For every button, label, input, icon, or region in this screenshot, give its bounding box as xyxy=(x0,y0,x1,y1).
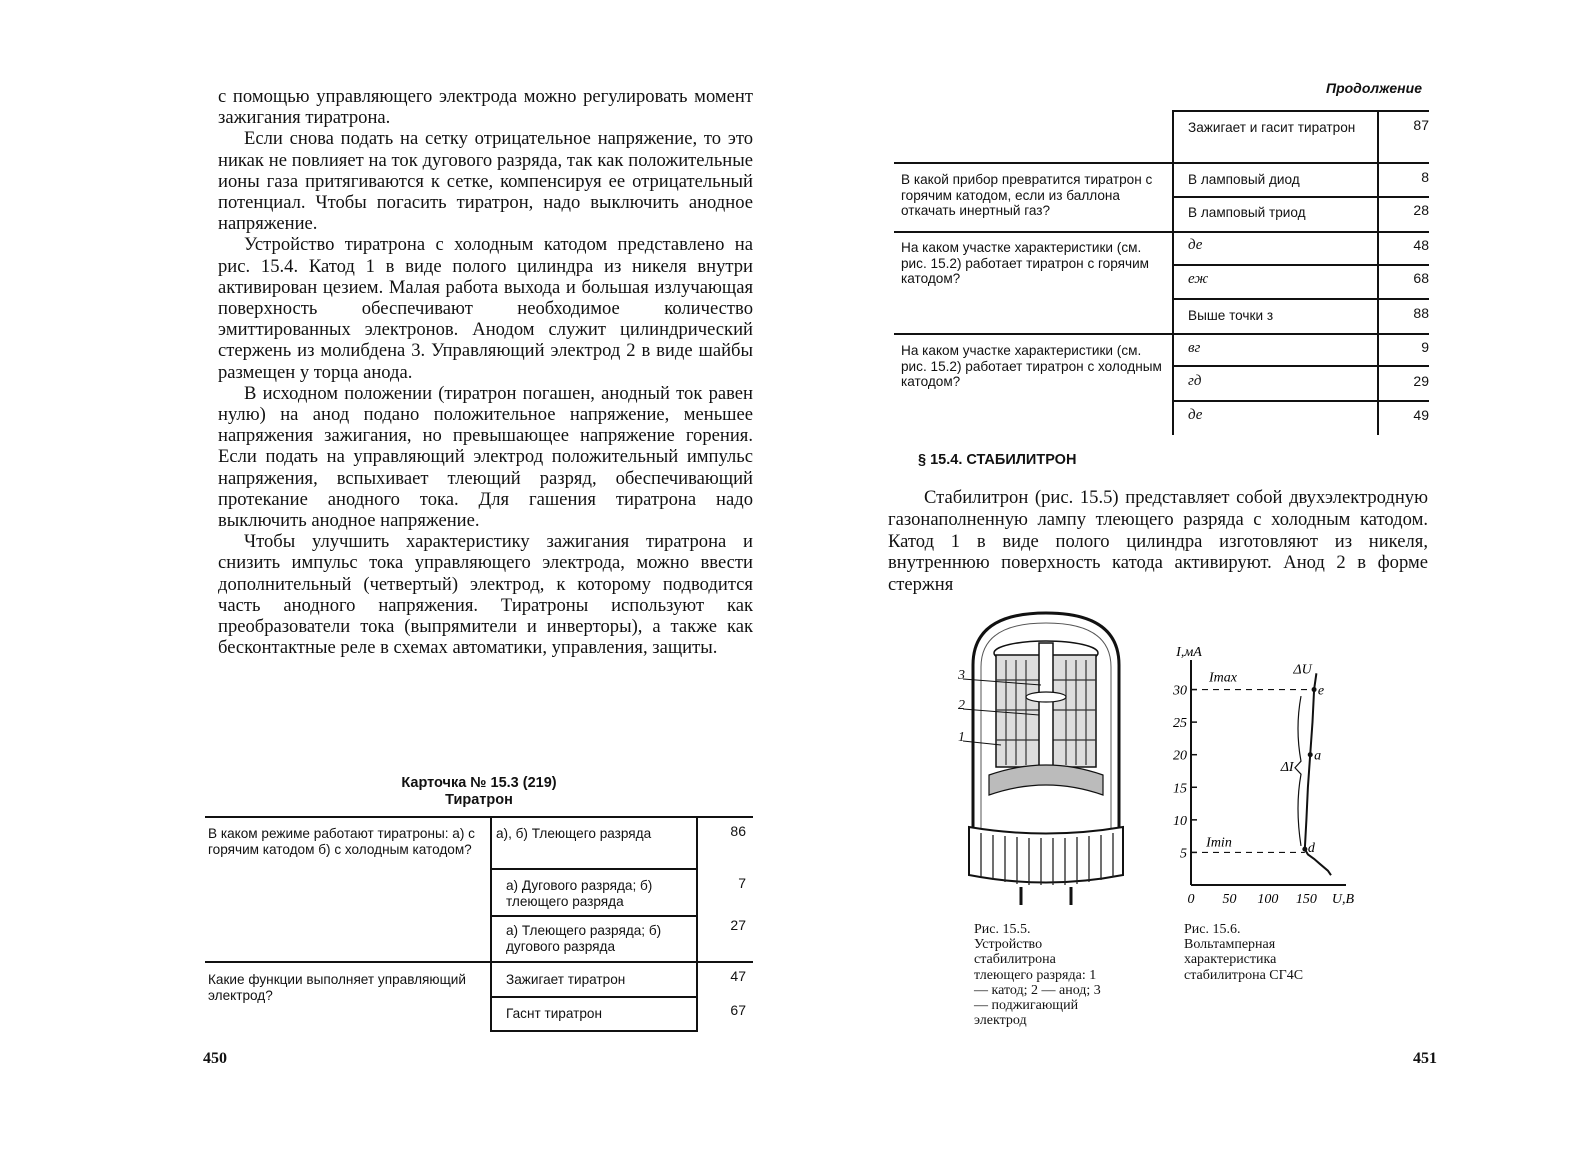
answer-option[interactable]: Зажигает и гасит тиратрон xyxy=(1188,120,1356,135)
data-point xyxy=(1302,847,1307,852)
x-tick-label: 0 xyxy=(1187,892,1195,907)
table-rule xyxy=(490,816,492,1032)
table-rule xyxy=(1172,196,1429,198)
section-text xyxy=(888,487,1428,596)
answer-code: 9 xyxy=(1421,339,1429,355)
annotation-label: ΔI xyxy=(1280,759,1294,775)
right-page xyxy=(791,0,1582,1153)
paragraph: Устройство тиратрона с холодным катодом представлено на рис. 15.4. Катод 1 в виде полого цилиндра из никеля внутри активирован цезием. Малая работа выхода и большая излучающая поверхность обеспечивают необходимое количество эмиттированных электронов. Анодом служит цилиндрический стержень из молибдена 3. Управляющий электрод 2 в виде шайбы размещен у торца анода. xyxy=(218,234,753,383)
figure-label: 2 xyxy=(958,698,965,713)
answer-code: 48 xyxy=(1413,237,1429,253)
answer-option[interactable]: Выше точки з xyxy=(1188,308,1274,323)
table-rule xyxy=(1172,400,1429,402)
figure-label: 3 xyxy=(958,668,965,683)
y-tick-label: 30 xyxy=(1173,683,1187,699)
answer-code: 87 xyxy=(1413,117,1429,133)
answer-code: 28 xyxy=(1413,202,1429,218)
annotation-label: ΔU xyxy=(1293,662,1312,678)
table-rule xyxy=(490,996,696,998)
paragraph: Если снова подать на сетку отрицательное напряжение, то это никак не повлияет на ток дугового разряда, так как положительные ионы газа притягиваются к сетке, компенсируя ее отрицательный потенциал. Чтобы погасить тиратрон, надо выключить анодное напряжение. xyxy=(218,128,753,235)
table-rule xyxy=(894,162,1429,164)
table-rule xyxy=(1172,110,1429,112)
volt-ampere-chart xyxy=(1151,640,1355,910)
answer-option[interactable]: гд xyxy=(1188,373,1202,389)
paragraph: В исходном положении (тиратрон погашен, анодный ток равен нулю) на анод подано положительное напряжение, меньшее напряжения зажигания, но превышающее напряжение горения. Если подать на управляющий электрод положительный импульс напряжения, вспыхивает тлеющий разряд, обеспечивающий протекание анодного тока. Для гашения тиратрона надо выключить анодное напряжение. xyxy=(218,382,753,532)
answer-code: 67 xyxy=(730,1002,746,1018)
answer-code: 86 xyxy=(730,823,746,839)
card-subtitle: Тиратрон xyxy=(445,792,513,808)
x-tick-label: 100 xyxy=(1257,892,1279,907)
answer-option[interactable]: В ламповый диод xyxy=(1188,172,1300,187)
answer-option[interactable]: Зажигает тиратрон xyxy=(506,972,626,987)
answer-code: 88 xyxy=(1413,305,1429,321)
answer-option[interactable]: а), б) Тлеющего разряда xyxy=(496,826,652,841)
annotation-label: Imin xyxy=(1206,835,1232,851)
answer-code: 49 xyxy=(1413,407,1429,423)
table-rule xyxy=(894,231,1429,233)
paragraph: с помощью управляющего электрода можно регулировать момент зажигания тиратрона. xyxy=(218,86,753,129)
card-number: Карточка № 15.3 (219) xyxy=(401,775,557,791)
answer-code: 8 xyxy=(1421,169,1429,185)
annotation-label: a xyxy=(1314,748,1322,764)
answer-option[interactable]: а) Дугового разряда; б) тлеющего разряда xyxy=(506,878,653,909)
question-text: На каком участке характеристики (см. рис. 15.2) работает тиратрон с горячим катодом? xyxy=(901,240,1150,286)
figure-label: 1 xyxy=(958,730,965,745)
answer-code: 68 xyxy=(1413,270,1429,286)
question-text: В каком режиме работают тиратроны: а) с горячим катодом б) с холодным катодом? xyxy=(208,826,475,857)
table-rule xyxy=(205,961,753,963)
section-heading: § 15.4. СТАБИЛИТРОН xyxy=(918,452,1077,468)
table-rule xyxy=(490,868,696,870)
x-axis-label: U,B xyxy=(1331,892,1355,907)
table-rule xyxy=(1377,110,1379,435)
y-tick-label: 10 xyxy=(1173,813,1187,829)
table-rule xyxy=(1172,264,1429,266)
y-tick-label: 15 xyxy=(1173,781,1187,797)
caption-fig-15-6: Рис. 15.6. Вольтамперная характеристика стабилитрона СГ4С xyxy=(1184,922,1304,983)
question-text: В какой прибор превратится тиратрон с горячим катодом, если из баллона откачать инертный газ? xyxy=(901,172,1153,218)
table-rule xyxy=(894,333,1429,335)
y-axis-label: I,мА xyxy=(1176,645,1202,660)
y-tick-label: 5 xyxy=(1180,846,1187,862)
table-rule xyxy=(205,816,753,818)
table-rule xyxy=(1172,298,1429,300)
answer-code: 29 xyxy=(1413,373,1429,389)
data-point xyxy=(1308,752,1313,757)
question-text: Какие функции выполняет управляющий электрод? xyxy=(208,972,466,1003)
page-number: 450 xyxy=(203,1050,227,1067)
table-rule xyxy=(490,915,696,917)
answer-code: 27 xyxy=(730,917,746,933)
annotation-label: Imax xyxy=(1209,670,1237,686)
page-number: 451 xyxy=(1413,1050,1437,1067)
answer-option[interactable]: де xyxy=(1188,237,1203,253)
x-tick-label: 50 xyxy=(1222,892,1237,907)
table-rule xyxy=(1172,365,1429,367)
table-rule xyxy=(1172,110,1174,435)
question-text: На каком участке характеристики (см. рис. 15.2) работает тиратрон с холодным катодом? xyxy=(901,343,1162,389)
y-tick-label: 20 xyxy=(1173,748,1187,764)
answer-option[interactable]: де xyxy=(1188,407,1203,423)
y-tick-label: 25 xyxy=(1173,716,1187,732)
body-text xyxy=(218,86,753,658)
table-rule xyxy=(696,816,698,1032)
stabilitron-tube-figure xyxy=(951,605,1141,910)
x-tick-label: 150 xyxy=(1295,892,1317,907)
paragraph: Чтобы улучшить характеристику зажигания тиратрона и снизить импульс тока управляющего электрода, можно ввести дополнительный (четвертый) электрод, к которому подводится часть анодного напряжения. Тиратроны используют как преобразователи тока (выпрямители и инверторы), а также как бесконтактные реле в схемах автоматики, управления, защиты. xyxy=(218,531,753,659)
answer-code: 7 xyxy=(738,875,746,891)
answer-option[interactable]: а) Тлеющего разряда; б) дугового разряда xyxy=(506,923,662,954)
table-rule xyxy=(490,1030,696,1032)
answer-option[interactable]: В ламповый триод xyxy=(1188,205,1306,220)
continued-label: Продолжение xyxy=(1326,80,1422,96)
answer-option[interactable]: Гаснт тиратрон xyxy=(506,1006,602,1021)
answer-option[interactable]: еж xyxy=(1188,271,1209,287)
paragraph: Стабилитрон (рис. 15.5) представляет собой двухэлектродную газонаполненную лампу тлеющего разряда с холодным катодом. Катод 1 в виде полого цилиндра изготовляют из никеля, внутреннюю поверхность катода активируют. Анод 2 в форме стержня xyxy=(888,487,1428,596)
annotation-label: d xyxy=(1307,841,1315,857)
data-point xyxy=(1312,687,1317,692)
annotation-label: e xyxy=(1317,683,1325,699)
delta-i-brace xyxy=(1295,696,1301,846)
answer-code: 47 xyxy=(730,968,746,984)
answer-option[interactable]: вг xyxy=(1188,340,1201,356)
caption-fig-15-5: Рис. 15.5. Устройство стабилитрона тлеющего разряда: 1 — катод; 2 — анод; 3 — поджигающий электрод xyxy=(974,922,1101,1029)
card-title xyxy=(205,775,753,809)
